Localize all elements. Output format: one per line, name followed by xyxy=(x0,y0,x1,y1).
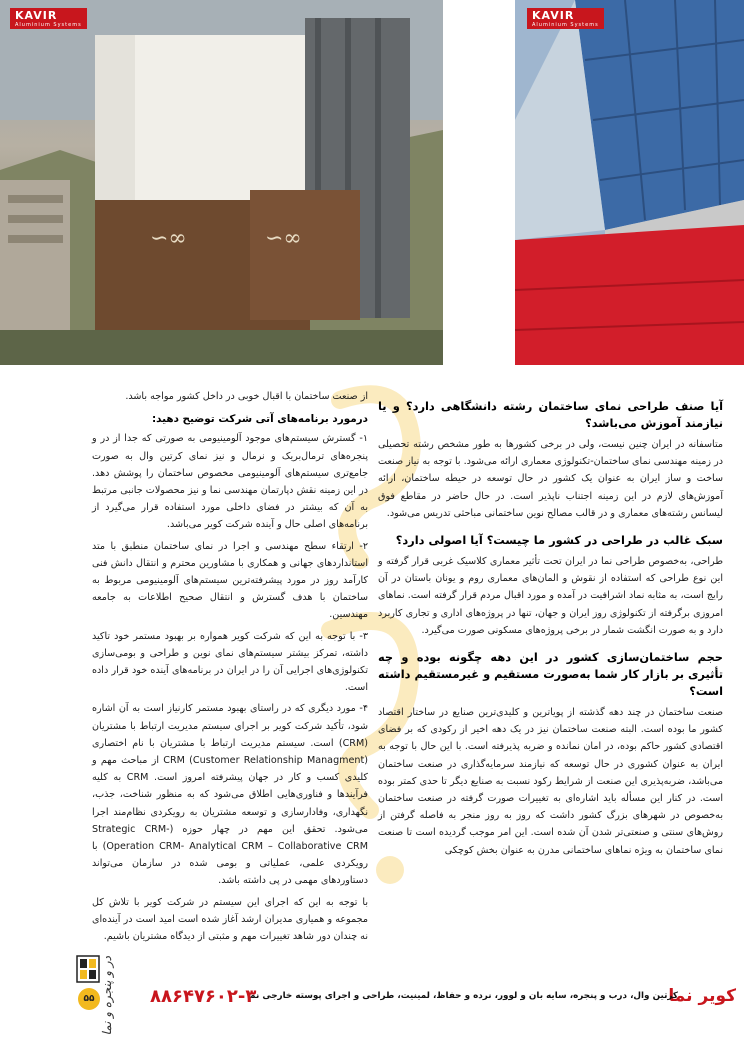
question-3-title: حجم ساختمان‌سازی کشور در این دهه چگونه بوده و چه تأثیری بر بازار کار شما به‌صورت مستقیم و غیرمستقیم داشته است؟ xyxy=(378,650,723,699)
logo-text: KAVIR xyxy=(15,9,58,22)
question-2-body: طراحی، به‌خصوص طراحی نما در ایران تحت تأثیر معماری کلاسیک غربی قرار گرفته و این نوع طراحی که استفاده از نقوش و المان‌های معماری روم و یونان باستان در آن رایج است، به مثابه نماد اشرافیت در آمده و مورد اقبال مردم قرار گرفته است. نماهای امروزی برگرفته از تکنولوژی روز ایران و جهان، تنها در پروژه‌های اداری و تجاری کاربرد دارد و به صورت انگشت شمار در برخی پروژه‌های مسکونی صورت می‌گیرد. xyxy=(378,556,723,636)
svg-text:∽∞: ∽∞ xyxy=(150,226,187,251)
building-illustration xyxy=(0,0,443,365)
svg-text:∽∞: ∽∞ xyxy=(265,226,302,251)
plan-item-4: ۴- مورد دیگری که در راستای بهبود مستمر کارنیاز است به آن اشاره شود، تأکید شرکت کویر بر اجرای سیستم مدیریت ارتباط با مشتریان (CRM) است. سیستم مدیریت ارتباط با مشتریان با نام اختصاری CRM (Customer Relationship Managment) از مباحث مهم و کلیدی کسب و کار در جهان پیشرفته امروز است. CRM به کلیه فرآیندها و فناوری‌هایی اطلاق می‌شود که به منظور شناخت، جذب، نگهداری، وفادارسازی و توسعه مشتریان به رویکردی نظام‌مند اجرا می‌شود. تحقق این مهم در چهار حوزه (Strategic CRM- Operation CRM- Analytical CRM – Collaborative CRM) با رویکردی علمی، عملیاتی و بومی شده در سازمان می‌تواند دستاوردهای مهمی در پی داشته باشد. xyxy=(92,703,368,887)
question-1-body: متاسفانه در ایران چنین نیست، ولی در برخی کشورها به طور مشخص رشته تحصیلی در زمینه مهندسی نمای ساختمان-تکنولوژی معماری ارائه می‌شود. با توجه به نیاز صنعت ساخت و ساز ایران به عنوان یک کشور در حال توسعه در حیطه ساختمان، ارائه آموزش‌های لازم در این زمینه اجتناب ناپذیر است. در حال حاضر در مقاطع فوق لیسانس رشته‌های معماری و در قالب مصالح نوین ساختمانی مباحثی تدریس می‌شود. xyxy=(378,439,723,519)
footer-bar xyxy=(150,985,740,1013)
footer-tagline: کرتین وال، درب و پنجره، سایه بان و لوور، نرده و حفاظ، لمینیت، طراحی و اجرای پوسته خارجی نما xyxy=(246,991,678,1001)
question-1-title: آیا صنف طراحی نمای ساختمان رشته دانشگاهی دارد؟ و یا نیازمند آموزش می‌باشد؟ xyxy=(378,399,723,430)
building-photo-left xyxy=(0,0,443,365)
plan-item-1: ۱- گسترش سیستم‌های موجود آلومینیومی به صورتی که جدا از در و پنجره‌های ترمال‌بریک و نرمال و نیز نمای کرتین وال به صورت جامع‌تری سیستم‌های آلومینیومی مخصوص ساختمان را پوشش دهد. در این زمینه نقش دپارتمان مهندسی نما و نیز محصولات جانبی مرتبط به آن که بیشتر در فضای داخلی مورد استفاده قرار می‌گیرد از برنامه‌های اصلی حال و آینده شرکت کویر می‌باشد. xyxy=(92,433,368,531)
continuation-text: از صنعت ساختمان با اقبال خوبی در داخل کشور مواجه باشد. xyxy=(125,391,368,402)
page-number: ۵۵ xyxy=(78,988,100,1010)
article-right-column xyxy=(378,388,723,865)
logo-subtext: Aluminium Systems xyxy=(532,22,599,28)
magazine-name: در و پنجره و نما xyxy=(100,956,114,1036)
facade-illustration xyxy=(515,0,744,365)
kavir-logo-right xyxy=(527,8,604,29)
closing-paragraph: با توجه به این که اجرای این سیستم در شرکت کویر با تلاش کل مجموعه و همیاری مدیران ارشد آغاز شده است امید است در آینده‌ای نه چندان دور شاهد تغییرات مهم و مثبتی از دیدگاه مشتریان باشیم. xyxy=(92,896,368,943)
article-left-column xyxy=(92,388,368,951)
future-plans-title: درمورد برنامه‌های آتی شرکت توضیح دهید: xyxy=(151,413,368,426)
kavir-logo-left xyxy=(10,8,87,29)
logo-subtext: Aluminium Systems xyxy=(15,22,82,28)
brand-name: کویر نما xyxy=(668,986,736,1006)
phone-number: ۸۸۶۴۷۶۰۲-۳ xyxy=(150,986,257,1007)
question-3-body: صنعت ساختمان در چند دهه گذشته از پویاترین و کلیدی‌ترین صنایع در ساختار اقتصاد کشور ما بوده است. البته صنعت ساختمان نیز در یک دهه اخیر از رکودی که بر فضای اقتصادی کشور حاکم بوده، در امان نمانده و ضربه پذیرفته است. با این حال با توجه به ایران به عنوان کشوری در حال توسعه که نیازمند سرمایه‌گذاری در صنعت ساختمان می‌باشد، ضربه‌پذیری این صنعت از شرایط رکود نسبت به صنایع دیگر تا حدی کمتر بوده است. در کنار این مسأله باید اشاره‌ای به تغییرات صورت گرفته در صنعت ساختمان به‌خصوص در شهرهای بزرگ کشور داشت که روز به روز منجر به فاصله گرفتن از روش‌های سنتی و صنعتی‌تر شدن آن شده است. این امر موجب گردیده است تا صنعت نمای ساختمان به ویژه نماهای ساختمانی مدرن به عنوان بخش کوچکی xyxy=(378,707,723,856)
magazine-logo-icon xyxy=(76,955,100,983)
plans-list xyxy=(92,430,368,889)
plan-item-2: ۲- ارتقاء سطح مهندسی و اجرا در نمای ساختمان منطبق با متد استانداردهای جهانی و همکاری با مشاورین محترم و انتقال دانش فنی کارآمد روز در مورد پیشرفته‌ترین سیستم‌های آلومینیومی مربوط به ساختمان با هدف گسترش و انتقال صحیح اطلاعات به جامعه مهندسین. xyxy=(92,540,368,621)
building-photo-right xyxy=(515,0,744,365)
question-2-title: سبک غالب در طراحی در کشور ما چیست؟ آیا اصولی دارد؟ xyxy=(395,533,723,548)
plan-item-3: ۳- با توجه به این که شرکت کویر همواره بر بهبود مستمر خود تاکید داشته، تمرکز بیشتر سیستم‌های نمای نوین و طراحی و بومی‌سازی تکنولوژی‌های اجرایی آن را در ایران در برنامه‌های آینده خود قرار داده است. xyxy=(92,630,368,694)
logo-text: KAVIR xyxy=(532,9,575,22)
